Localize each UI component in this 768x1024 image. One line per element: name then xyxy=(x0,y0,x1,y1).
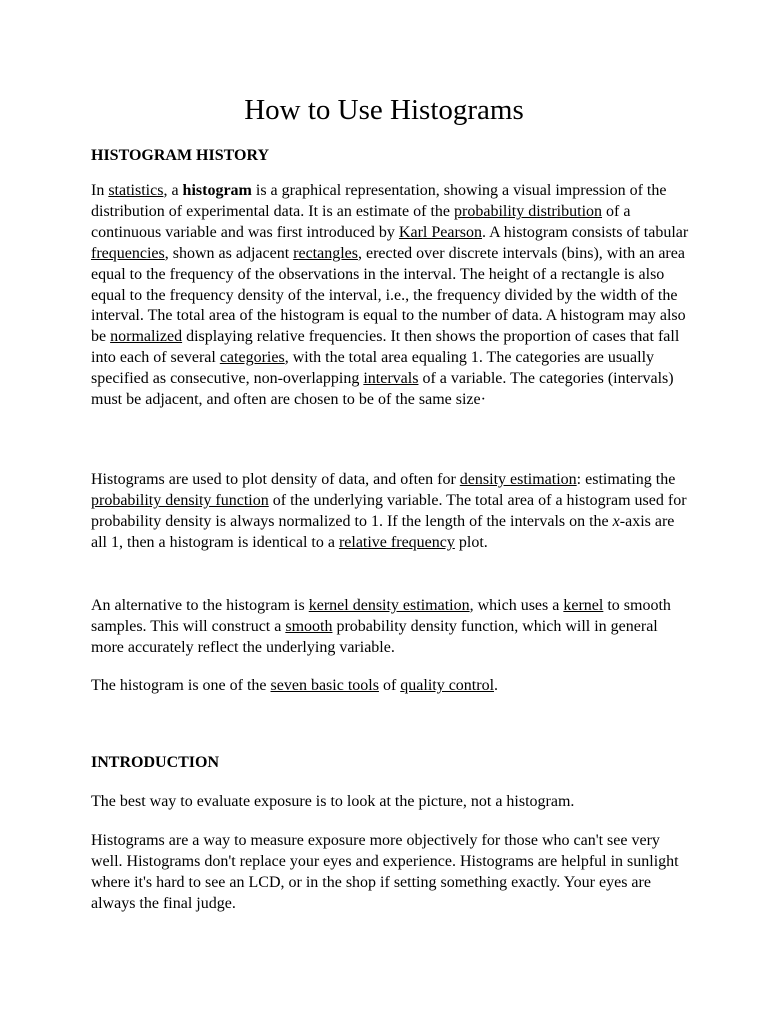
paragraph-history-intro xyxy=(91,181,691,411)
text-run: of a variable. The categories (intervals) must be adjacent, and often are chosen to be of the same size· xyxy=(91,370,674,409)
text-run: is a graphical representation, showing a visual impression of the distribution of experimental data. It is an estimate of the xyxy=(91,182,667,220)
text-run: plot. xyxy=(454,533,488,551)
text-run: of a continuous variable and was first introduced by xyxy=(91,202,631,241)
text-run: displaying relative frequencies. It then shows the proportion of cases that fall into each of several xyxy=(91,328,680,367)
text-run: The best way to evaluate exposure is to look at the picture, not a histogram. xyxy=(91,793,575,810)
text-run: . xyxy=(494,677,499,694)
paragraph-density xyxy=(91,470,691,554)
paragraph-evaluate-exposure xyxy=(91,792,691,813)
link-karl-pearson[interactable]: Karl Pearson xyxy=(398,223,483,241)
page-title: How to Use Histograms xyxy=(244,94,524,126)
text-run: , with the total area equaling 1. The categories are usually specified as consecutive, non-overlapping xyxy=(91,349,655,388)
link-seven-basic-tools[interactable]: seven basic tools xyxy=(270,677,379,694)
text-run: to smooth samples. This will construct a xyxy=(91,597,671,635)
link-probability-distribution[interactable]: probability distribution xyxy=(454,202,603,220)
link-probability-density-function[interactable]: probability density function xyxy=(91,491,269,509)
link-frequencies[interactable]: frequencies xyxy=(91,244,165,262)
variable-x: x xyxy=(612,512,620,530)
text-run: Histograms are a way to measure exposure more objectively for those who can't see very well. Histograms don't replace your eyes and experience. Histograms are helpful in sunlight where it's hard to see an LCD, or in the shop if setting something exactly. Your eyes are always the final judge. xyxy=(91,832,679,912)
text-run: of the underlying variable. The total area of a histogram used for probability density is always normalized to 1. If the length of the intervals on the xyxy=(91,491,687,530)
text-run: , which uses a xyxy=(469,597,564,614)
link-kernel[interactable]: kernel xyxy=(563,597,604,614)
link-rectangles[interactable]: rectangles xyxy=(293,244,358,262)
text-run: An alternative to the histogram is xyxy=(91,597,309,614)
text-run: , shown as adjacent xyxy=(164,244,294,262)
link-relative-frequency[interactable]: relative frequency xyxy=(338,533,455,551)
text-run: Histograms are used to plot density of data, and often for xyxy=(91,471,460,488)
text-run: -axis are all 1, then a histogram is identical to a xyxy=(91,512,675,551)
section-heading-introduction: INTRODUCTION xyxy=(91,754,220,771)
link-intervals[interactable]: intervals xyxy=(363,370,419,388)
link-smooth[interactable]: smooth xyxy=(285,617,333,635)
text-run: , a xyxy=(163,182,183,199)
link-kernel-density-estimation[interactable]: kernel density estimation xyxy=(308,597,470,614)
text-run: In xyxy=(91,182,109,199)
link-normalized[interactable]: normalized xyxy=(110,328,183,346)
text-run: , erected over discrete intervals (bins), with an area equal to the frequency of the observations in the interval. The height of a rectangle is also equal to the frequency density of the interval, i.e., the frequency divided by the width of the interval. The total area of the histogram is equal to the number of data. A histogram may also be xyxy=(91,244,686,346)
section-heading-history: HISTOGRAM HISTORY xyxy=(91,147,269,164)
paragraph-measure-exposure xyxy=(91,831,691,915)
text-run: : estimating the xyxy=(576,471,676,488)
text-run: The histogram is one of the xyxy=(91,677,271,694)
text-run: of xyxy=(378,677,401,694)
link-quality-control[interactable]: quality control xyxy=(400,677,495,694)
link-categories[interactable]: categories xyxy=(219,349,285,367)
link-density-estimation[interactable]: density estimation xyxy=(459,471,577,488)
term-histogram: histogram xyxy=(182,182,252,199)
text-run: . A histogram consists of tabular xyxy=(482,223,689,241)
paragraph-alternative xyxy=(91,596,691,659)
link-statistics[interactable]: statistics xyxy=(108,182,164,199)
text-run: probability density function, which will in general more accurately reflect the underlying variable. xyxy=(91,617,658,656)
paragraph-quality-control xyxy=(91,676,691,697)
